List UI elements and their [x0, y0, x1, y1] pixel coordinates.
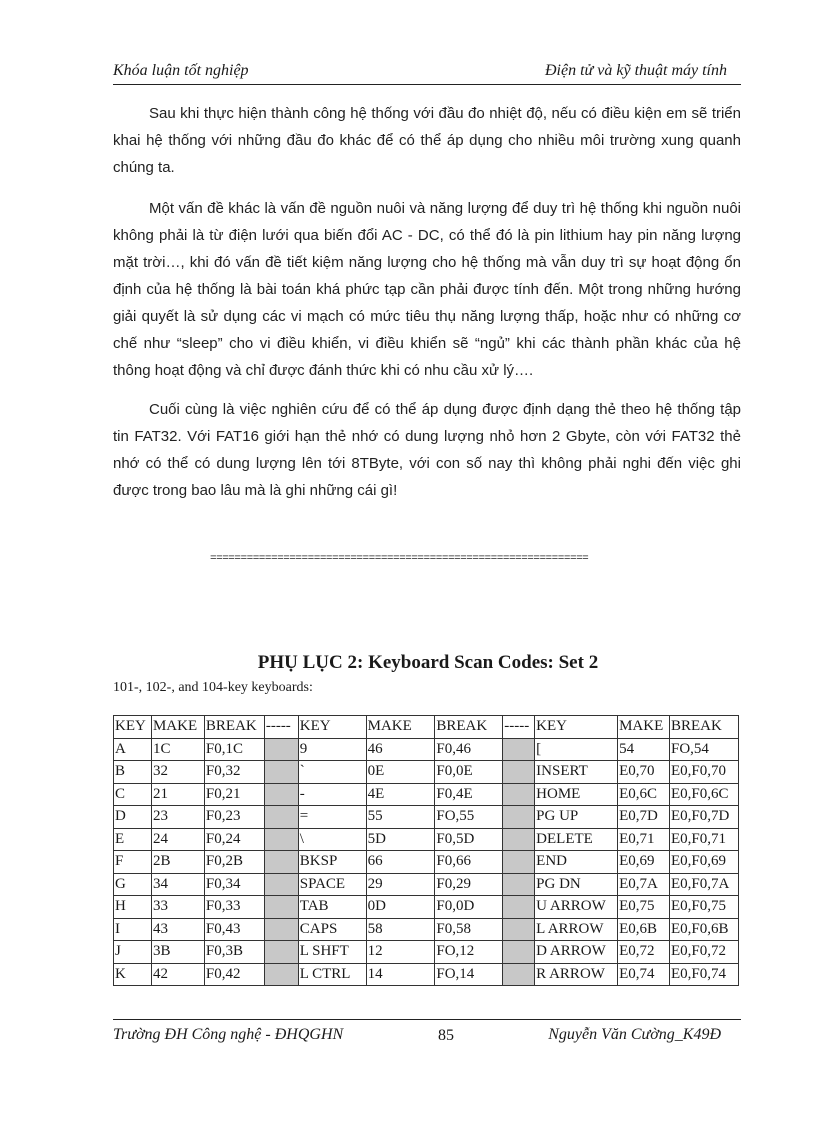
table-cell: E0,72 [618, 941, 670, 964]
table-cell: 3B [151, 941, 204, 964]
appendix-subtitle: 101-, 102-, and 104-key keyboards: [113, 680, 313, 695]
table-cell: F0,4E [435, 783, 503, 806]
table-cell: 55 [366, 806, 435, 829]
table-cell: E0,7D [618, 806, 670, 829]
table-cell: F [114, 851, 152, 874]
table-cell: D [114, 806, 152, 829]
table-cell: 23 [151, 806, 204, 829]
separator-cell [503, 806, 535, 829]
table-cell: FO,55 [435, 806, 503, 829]
table-cell: E0,F0,7A [670, 873, 739, 896]
separator-cell [264, 918, 298, 941]
separator-cell [264, 941, 298, 964]
table-cell: H [114, 896, 152, 919]
table-cell: = [298, 806, 366, 829]
table-cell: F0,5D [435, 828, 503, 851]
table-cell: E0,75 [618, 896, 670, 919]
table-cell: MAKE [151, 716, 204, 739]
table-cell: E0,F0,74 [670, 963, 739, 986]
paragraph-1: Sau khi thực hiện thành công hệ thống với đầu đo nhiệt độ, nếu có điều kiện em sẽ triển khai hệ thống với những đầu đo khác để có thể áp dụng cho nhiều môi trường xung quanh chúng ta. [113, 105, 741, 176]
table-cell: F0,2B [204, 851, 264, 874]
table-cell: 34 [151, 873, 204, 896]
table-cell: F0,42 [204, 963, 264, 986]
separator-cell [503, 783, 535, 806]
table-cell: 32 [151, 761, 204, 784]
table-cell: E [114, 828, 152, 851]
table-cell: 9 [298, 738, 366, 761]
table-cell: F0,43 [204, 918, 264, 941]
separator-cell: ----- [264, 716, 298, 739]
table-cell: E0,71 [618, 828, 670, 851]
separator-cell [264, 828, 298, 851]
table-row [114, 963, 739, 986]
table-cell: 0E [366, 761, 435, 784]
table-cell: BKSP [298, 851, 366, 874]
separator-cell [503, 851, 535, 874]
table-cell: FO,12 [435, 941, 503, 964]
table-cell: F0,66 [435, 851, 503, 874]
appendix-title: PHỤ LỤC 2: Keyboard Scan Codes: Set 2 [257, 652, 599, 673]
separator-cell [503, 738, 535, 761]
table-cell: E0,69 [618, 851, 670, 874]
table-cell: ` [298, 761, 366, 784]
table-row [114, 896, 739, 919]
table-cell: MAKE [618, 716, 670, 739]
paragraph-3: Cuối cùng là việc nghiên cứu để có thể áp dụng được định dạng thẻ theo hệ thống tập tin FAT32. Với FAT16 giới hạn thẻ nhớ có dung lượng nhỏ hơn 2 Gbyte, còn với FAT32 thẻ nhớ có thể có dung lượng lên tới 8TByte, với con số nay thì không phải nghi đến việc ghi được trong bao lâu mà là ghi những cái gì! [113, 401, 741, 499]
paragraph-2: Một vấn đề khác là vấn đề nguồn nuôi và năng lượng để duy trì hệ thống khi nguồn nuôi không phải là từ điện lưới qua biến đổi AC - DC, có thể đó là pin lithium hay pin năng lượng mặt trời…, khi đó vấn đề tiết kiệm năng lượng cho hệ thống mà vẫn duy trì sự hoạt động ổn định của hệ thống là bài toán khá phức tạp cần phải được tính đến. Một trong những hướng giải quyết là sử dụng các vi mạch có mức tiêu thụ năng lượng thấp, hoặc như có những cơ chế như “sleep” cho vi điều khiển, vi điều khiển sẽ “ngủ” khi các thành phần khác của hệ thông hoạt động và chỉ được đánh thức khi có nhu cầu xử lý…. [113, 200, 741, 379]
separator-cell [264, 761, 298, 784]
table-cell: E0,6C [618, 783, 670, 806]
separator-cell [503, 828, 535, 851]
table-cell: E0,74 [618, 963, 670, 986]
separator-cell [264, 806, 298, 829]
table-cell: 2B [151, 851, 204, 874]
table-cell: F0,29 [435, 873, 503, 896]
table-cell: L CTRL [298, 963, 366, 986]
table-cell: D ARROW [535, 941, 618, 964]
table-cell: PG DN [535, 873, 618, 896]
table-cell: C [114, 783, 152, 806]
table-row [114, 851, 739, 874]
scan-code-table [113, 715, 739, 986]
separator-cell [264, 851, 298, 874]
footer-institution: Trường ĐH Công nghệ - ĐHQGHN [113, 1026, 344, 1043]
table-cell: BREAK [204, 716, 264, 739]
table-cell: R ARROW [535, 963, 618, 986]
table-cell: L SHFT [298, 941, 366, 964]
table-cell: E0,6B [618, 918, 670, 941]
header-left-title: Khóa luận tốt nghiệp [113, 62, 249, 79]
table-cell: F0,24 [204, 828, 264, 851]
table-cell: 5D [366, 828, 435, 851]
table-cell: F0,0E [435, 761, 503, 784]
page-header [113, 60, 741, 85]
table-cell: SPACE [298, 873, 366, 896]
table-cell: DELETE [535, 828, 618, 851]
separator-cell: ----- [503, 716, 535, 739]
table-cell: L ARROW [535, 918, 618, 941]
table-cell: KEY [298, 716, 366, 739]
table-cell: 33 [151, 896, 204, 919]
table-cell: FO,54 [670, 738, 739, 761]
table-cell: F0,1C [204, 738, 264, 761]
separator-cell [264, 783, 298, 806]
table-cell: 42 [151, 963, 204, 986]
table-cell: KEY [535, 716, 618, 739]
table-cell: CAPS [298, 918, 366, 941]
separator-cell [503, 941, 535, 964]
table-cell: END [535, 851, 618, 874]
table-row [114, 761, 739, 784]
separator-cell [264, 873, 298, 896]
table-row [114, 783, 739, 806]
table-cell: 24 [151, 828, 204, 851]
table-cell: 1C [151, 738, 204, 761]
separator-cell [503, 963, 535, 986]
section-divider: ============================================================== [210, 553, 589, 565]
table-row [114, 918, 739, 941]
table-cell: F0,23 [204, 806, 264, 829]
table-cell: PG UP [535, 806, 618, 829]
table-cell: BREAK [670, 716, 739, 739]
separator-cell [503, 873, 535, 896]
table-cell: INSERT [535, 761, 618, 784]
table-cell: E0,70 [618, 761, 670, 784]
footer-author: Nguyễn Văn Cường_K49Đ [548, 1026, 721, 1043]
separator-cell [503, 918, 535, 941]
table-cell: 14 [366, 963, 435, 986]
table-cell: F0,32 [204, 761, 264, 784]
table-cell: E0,F0,6B [670, 918, 739, 941]
table-cell: [ [535, 738, 618, 761]
table-row [114, 828, 739, 851]
table-cell: F0,46 [435, 738, 503, 761]
table-cell: BREAK [435, 716, 503, 739]
separator-cell [264, 963, 298, 986]
table-cell: B [114, 761, 152, 784]
table-cell: U ARROW [535, 896, 618, 919]
table-cell: F0,33 [204, 896, 264, 919]
separator-cell [503, 896, 535, 919]
table-cell: 21 [151, 783, 204, 806]
table-cell: E0,F0,72 [670, 941, 739, 964]
table-cell: E0,F0,75 [670, 896, 739, 919]
table-cell: HOME [535, 783, 618, 806]
table-cell: MAKE [366, 716, 435, 739]
table-cell: E0,F0,69 [670, 851, 739, 874]
separator-cell [264, 738, 298, 761]
table-cell: 0D [366, 896, 435, 919]
table-cell: 46 [366, 738, 435, 761]
table-cell: 12 [366, 941, 435, 964]
table-cell: 29 [366, 873, 435, 896]
table-row [114, 806, 739, 829]
table-cell: E0,7A [618, 873, 670, 896]
table-cell: F0,58 [435, 918, 503, 941]
header-right-title: Điện tử và kỹ thuật máy tính [544, 62, 727, 79]
table-cell: E0,F0,7D [670, 806, 739, 829]
table-cell: \ [298, 828, 366, 851]
table-cell: F0,34 [204, 873, 264, 896]
page-number: 85 [438, 1027, 454, 1044]
table-cell: 66 [366, 851, 435, 874]
table-cell: TAB [298, 896, 366, 919]
table-row [114, 873, 739, 896]
page-footer [113, 1019, 741, 1044]
table-cell: 58 [366, 918, 435, 941]
table-cell: 54 [618, 738, 670, 761]
table-cell: FO,14 [435, 963, 503, 986]
table-cell: F0,0D [435, 896, 503, 919]
table-cell: 4E [366, 783, 435, 806]
table-cell: E0,F0,71 [670, 828, 739, 851]
table-cell: E0,F0,6C [670, 783, 739, 806]
table-cell: A [114, 738, 152, 761]
table-cell: I [114, 918, 152, 941]
table-cell: 43 [151, 918, 204, 941]
table-cell: J [114, 941, 152, 964]
table-cell: KEY [114, 716, 152, 739]
table-cell: G [114, 873, 152, 896]
table-cell: - [298, 783, 366, 806]
table-row [114, 738, 739, 761]
table-row [114, 941, 739, 964]
table-cell: F0,3B [204, 941, 264, 964]
table-cell: F0,21 [204, 783, 264, 806]
table-cell: E0,F0,70 [670, 761, 739, 784]
table-cell: K [114, 963, 152, 986]
separator-cell [264, 896, 298, 919]
table-header-row [114, 716, 739, 739]
separator-cell [503, 761, 535, 784]
